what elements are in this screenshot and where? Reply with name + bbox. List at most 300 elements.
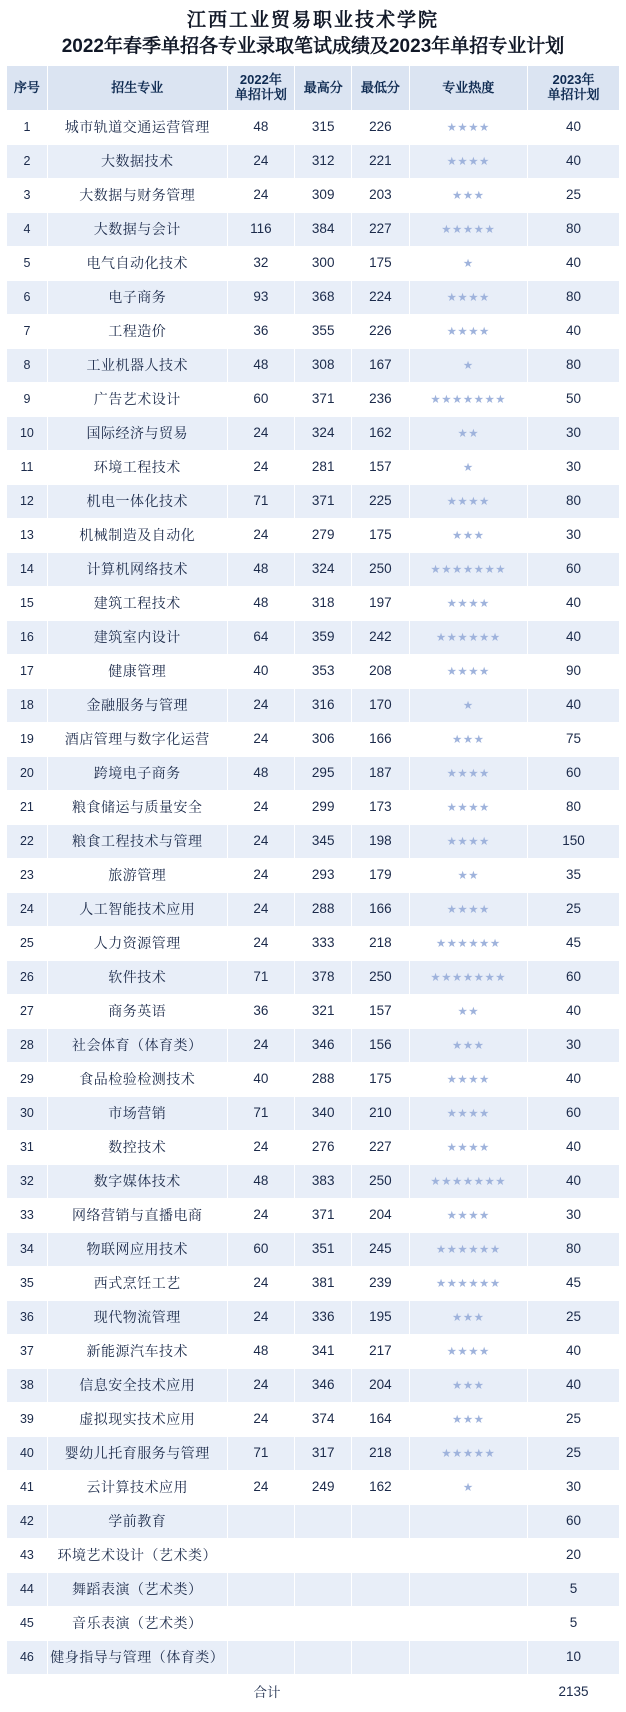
- star-rating-icon: ★★★★★★★: [430, 972, 507, 985]
- table-row: [7, 1233, 620, 1267]
- row-plan-2023: 20: [528, 1539, 620, 1573]
- row-plan-2023: 80: [528, 213, 620, 247]
- star-rating-icon: ★★★: [452, 190, 485, 203]
- row-max-score: [295, 1539, 352, 1573]
- row-heat: [409, 587, 528, 621]
- row-plan-2022: 71: [227, 1437, 294, 1471]
- star-rating-icon: ★★★★★★: [435, 1278, 501, 1291]
- table-row: [7, 247, 620, 281]
- row-heat: [409, 1369, 528, 1403]
- row-plan-2022: 71: [227, 485, 294, 519]
- row-major: 电气自动化技术: [47, 247, 227, 281]
- row-min-score: 195: [352, 1301, 409, 1335]
- row-index: 41: [7, 1471, 48, 1505]
- star-rating-icon: ★★★★★★: [435, 1244, 501, 1257]
- row-plan-2023: 25: [528, 1403, 620, 1437]
- row-min-score: [352, 1641, 409, 1675]
- row-plan-2023: 60: [528, 1505, 620, 1539]
- row-major: 跨境电子商务: [47, 757, 227, 791]
- row-min-score: 166: [352, 893, 409, 927]
- row-index: 23: [7, 859, 48, 893]
- row-max-score: 324: [295, 553, 352, 587]
- row-index: 7: [7, 315, 48, 349]
- row-index: 15: [7, 587, 48, 621]
- table-row: [7, 995, 620, 1029]
- total-label: 合计: [7, 1675, 528, 1708]
- table-row: [7, 1165, 620, 1199]
- table-row: [7, 1505, 620, 1539]
- row-index: 27: [7, 995, 48, 1029]
- row-heat: [409, 1097, 528, 1131]
- star-rating-icon: ★★★★: [446, 768, 490, 781]
- row-plan-2023: 30: [528, 519, 620, 553]
- row-max-score: 295: [295, 757, 352, 791]
- row-plan-2023: 10: [528, 1641, 620, 1675]
- star-rating-icon: ★★★★★★★: [430, 564, 507, 577]
- document-header: [6, 0, 620, 65]
- row-plan-2022: 116: [227, 213, 294, 247]
- row-plan-2023: 25: [528, 1437, 620, 1471]
- row-plan-2022: 24: [227, 519, 294, 553]
- row-max-score: 288: [295, 1063, 352, 1097]
- row-index: 40: [7, 1437, 48, 1471]
- row-plan-2022: 40: [227, 655, 294, 689]
- row-max-score: 300: [295, 247, 352, 281]
- star-rating-icon: ★★★★: [446, 836, 490, 849]
- row-heat: [409, 1641, 528, 1675]
- row-index: 18: [7, 689, 48, 723]
- row-plan-2023: 150: [528, 825, 620, 859]
- row-index: 11: [7, 451, 48, 485]
- row-max-score: 383: [295, 1165, 352, 1199]
- row-index: 17: [7, 655, 48, 689]
- star-rating-icon: ★★★: [452, 1380, 485, 1393]
- row-index: 36: [7, 1301, 48, 1335]
- row-major: 商务英语: [47, 995, 227, 1029]
- column-header-major: 招生专业: [47, 66, 227, 111]
- row-index: 44: [7, 1573, 48, 1607]
- row-plan-2023: 80: [528, 281, 620, 315]
- row-major: 城市轨道交通运营管理: [47, 111, 227, 145]
- row-max-score: 346: [295, 1369, 352, 1403]
- row-heat: [409, 553, 528, 587]
- row-max-score: 371: [295, 383, 352, 417]
- table-row: [7, 723, 620, 757]
- row-heat: [409, 1505, 528, 1539]
- row-min-score: 187: [352, 757, 409, 791]
- row-plan-2022: 48: [227, 111, 294, 145]
- table-footer: [7, 1675, 620, 1708]
- row-major: 云计算技术应用: [47, 1471, 227, 1505]
- star-rating-icon: ★★★: [452, 1312, 485, 1325]
- row-major: 大数据技术: [47, 145, 227, 179]
- row-index: 5: [7, 247, 48, 281]
- table-row: [7, 1573, 620, 1607]
- star-rating-icon: ★: [462, 700, 474, 713]
- row-plan-2022: 48: [227, 757, 294, 791]
- row-plan-2023: 30: [528, 451, 620, 485]
- row-plan-2023: 40: [528, 1063, 620, 1097]
- row-index: 19: [7, 723, 48, 757]
- row-major: 数字媒体技术: [47, 1165, 227, 1199]
- row-heat: [409, 451, 528, 485]
- row-heat: [409, 281, 528, 315]
- row-index: 32: [7, 1165, 48, 1199]
- column-header-plan-2022-line2: 单招计划: [234, 87, 287, 103]
- row-plan-2022: 24: [227, 1471, 294, 1505]
- row-heat: [409, 689, 528, 723]
- row-plan-2022: 48: [227, 349, 294, 383]
- row-min-score: 221: [352, 145, 409, 179]
- row-plan-2023: 5: [528, 1573, 620, 1607]
- column-header-index: 序号: [7, 66, 48, 111]
- row-min-score: 226: [352, 315, 409, 349]
- row-plan-2022: 48: [227, 1165, 294, 1199]
- star-rating-icon: ★★: [457, 1006, 480, 1019]
- row-max-score: [295, 1505, 352, 1539]
- row-index: 8: [7, 349, 48, 383]
- row-plan-2023: 40: [528, 587, 620, 621]
- star-rating-icon: ★★★★: [446, 1210, 490, 1223]
- row-min-score: 224: [352, 281, 409, 315]
- row-min-score: 173: [352, 791, 409, 825]
- row-max-score: 345: [295, 825, 352, 859]
- row-max-score: 276: [295, 1131, 352, 1165]
- star-rating-icon: ★★★: [452, 530, 485, 543]
- row-major: 市场营销: [47, 1097, 227, 1131]
- table-row: [7, 1301, 620, 1335]
- row-min-score: 227: [352, 1131, 409, 1165]
- row-major: 计算机网络技术: [47, 553, 227, 587]
- table-row: [7, 927, 620, 961]
- row-plan-2022: 24: [227, 791, 294, 825]
- row-major: 健身指导与管理（体育类）: [47, 1641, 227, 1675]
- table-row: [7, 1607, 620, 1641]
- row-major: 新能源汽车技术: [47, 1335, 227, 1369]
- row-plan-2023: 40: [528, 1369, 620, 1403]
- row-min-score: 156: [352, 1029, 409, 1063]
- row-plan-2022: 24: [227, 859, 294, 893]
- row-plan-2022: 93: [227, 281, 294, 315]
- star-rating-icon: ★: [462, 1482, 474, 1495]
- star-rating-icon: ★★★★: [446, 904, 490, 917]
- star-rating-icon: ★★: [457, 428, 480, 441]
- row-heat: [409, 1233, 528, 1267]
- table-row: [7, 587, 620, 621]
- row-index: 9: [7, 383, 48, 417]
- row-heat: [409, 1199, 528, 1233]
- row-plan-2023: 60: [528, 961, 620, 995]
- row-max-score: 309: [295, 179, 352, 213]
- row-major: 粮食工程技术与管理: [47, 825, 227, 859]
- row-min-score: [352, 1573, 409, 1607]
- row-heat: [409, 791, 528, 825]
- row-min-score: 204: [352, 1199, 409, 1233]
- row-plan-2022: 60: [227, 383, 294, 417]
- row-max-score: 308: [295, 349, 352, 383]
- row-plan-2022: 40: [227, 1063, 294, 1097]
- row-heat: [409, 417, 528, 451]
- row-plan-2023: 50: [528, 383, 620, 417]
- row-plan-2022: 24: [227, 1199, 294, 1233]
- table-row: [7, 791, 620, 825]
- table-row: [7, 417, 620, 451]
- row-major: 环境艺术设计（艺术类）: [47, 1539, 227, 1573]
- row-major: 网络营销与直播电商: [47, 1199, 227, 1233]
- row-major: 舞蹈表演（艺术类）: [47, 1573, 227, 1607]
- star-rating-icon: ★★★★★: [441, 224, 496, 237]
- star-rating-icon: ★★★★: [446, 1074, 490, 1087]
- row-index: 29: [7, 1063, 48, 1097]
- row-plan-2023: 40: [528, 111, 620, 145]
- row-heat: [409, 757, 528, 791]
- row-major: 数控技术: [47, 1131, 227, 1165]
- row-min-score: 236: [352, 383, 409, 417]
- row-heat: [409, 655, 528, 689]
- table-row: [7, 961, 620, 995]
- row-plan-2023: 60: [528, 757, 620, 791]
- row-min-score: [352, 1505, 409, 1539]
- row-index: 21: [7, 791, 48, 825]
- row-plan-2022: 24: [227, 179, 294, 213]
- row-major: 大数据与财务管理: [47, 179, 227, 213]
- row-plan-2023: 80: [528, 349, 620, 383]
- row-plan-2022: 36: [227, 995, 294, 1029]
- row-major: 健康管理: [47, 655, 227, 689]
- row-heat: [409, 995, 528, 1029]
- row-major: 国际经济与贸易: [47, 417, 227, 451]
- row-min-score: [352, 1607, 409, 1641]
- row-index: 10: [7, 417, 48, 451]
- row-min-score: 164: [352, 1403, 409, 1437]
- row-min-score: 225: [352, 485, 409, 519]
- row-index: 34: [7, 1233, 48, 1267]
- row-plan-2022: 71: [227, 961, 294, 995]
- row-heat: [409, 1165, 528, 1199]
- row-major: 机电一体化技术: [47, 485, 227, 519]
- table-row: [7, 655, 620, 689]
- row-index: 6: [7, 281, 48, 315]
- row-index: 26: [7, 961, 48, 995]
- table-row: [7, 859, 620, 893]
- row-major: 软件技术: [47, 961, 227, 995]
- row-major: 建筑室内设计: [47, 621, 227, 655]
- row-heat: [409, 1607, 528, 1641]
- row-heat: [409, 1267, 528, 1301]
- row-major: 人力资源管理: [47, 927, 227, 961]
- row-plan-2023: 25: [528, 179, 620, 213]
- row-major: 信息安全技术应用: [47, 1369, 227, 1403]
- row-index: 30: [7, 1097, 48, 1131]
- row-min-score: 157: [352, 451, 409, 485]
- row-plan-2023: 35: [528, 859, 620, 893]
- row-plan-2023: 25: [528, 893, 620, 927]
- row-max-score: 279: [295, 519, 352, 553]
- row-min-score: 198: [352, 825, 409, 859]
- row-plan-2022: 60: [227, 1233, 294, 1267]
- row-min-score: 175: [352, 1063, 409, 1097]
- row-plan-2023: 5: [528, 1607, 620, 1641]
- row-heat: [409, 1131, 528, 1165]
- star-rating-icon: ★★★★★★: [435, 938, 501, 951]
- row-plan-2022: [227, 1539, 294, 1573]
- row-major: 大数据与会计: [47, 213, 227, 247]
- row-major: 工业机器人技术: [47, 349, 227, 383]
- row-max-score: 249: [295, 1471, 352, 1505]
- row-heat: [409, 1539, 528, 1573]
- row-min-score: 250: [352, 961, 409, 995]
- row-major: 电子商务: [47, 281, 227, 315]
- row-index: 20: [7, 757, 48, 791]
- row-heat: [409, 961, 528, 995]
- row-index: 35: [7, 1267, 48, 1301]
- row-max-score: 316: [295, 689, 352, 723]
- row-major: 物联网应用技术: [47, 1233, 227, 1267]
- row-plan-2023: 80: [528, 791, 620, 825]
- table-row: [7, 1267, 620, 1301]
- row-plan-2022: [227, 1641, 294, 1675]
- row-plan-2023: 45: [528, 1267, 620, 1301]
- star-rating-icon: ★★★★: [446, 326, 490, 339]
- star-rating-icon: ★★★: [452, 734, 485, 747]
- row-heat: [409, 111, 528, 145]
- row-max-score: 351: [295, 1233, 352, 1267]
- row-major: 西式烹饪工艺: [47, 1267, 227, 1301]
- star-rating-icon: ★★★★: [446, 802, 490, 815]
- star-rating-icon: ★★★★: [446, 1142, 490, 1155]
- row-plan-2022: 24: [227, 145, 294, 179]
- row-min-score: 218: [352, 927, 409, 961]
- row-plan-2023: 25: [528, 1301, 620, 1335]
- row-plan-2023: 80: [528, 1233, 620, 1267]
- row-max-score: 299: [295, 791, 352, 825]
- row-max-score: 315: [295, 111, 352, 145]
- row-plan-2022: 64: [227, 621, 294, 655]
- row-max-score: 368: [295, 281, 352, 315]
- row-index: 42: [7, 1505, 48, 1539]
- row-plan-2022: [227, 1505, 294, 1539]
- row-plan-2022: 24: [227, 1131, 294, 1165]
- table-row: [7, 1131, 620, 1165]
- row-plan-2023: 60: [528, 1097, 620, 1131]
- row-min-score: 242: [352, 621, 409, 655]
- row-heat: [409, 859, 528, 893]
- row-major: 学前教育: [47, 1505, 227, 1539]
- table-header: [7, 66, 620, 111]
- row-max-score: 340: [295, 1097, 352, 1131]
- row-max-score: 306: [295, 723, 352, 757]
- table-row: [7, 689, 620, 723]
- star-rating-icon: ★★★★: [446, 666, 490, 679]
- row-heat: [409, 1573, 528, 1607]
- row-plan-2023: 30: [528, 417, 620, 451]
- table-row: [7, 1369, 620, 1403]
- row-major: 广告艺术设计: [47, 383, 227, 417]
- row-major: 社会体育（体育类）: [47, 1029, 227, 1063]
- star-rating-icon: ★: [462, 360, 474, 373]
- row-max-score: 378: [295, 961, 352, 995]
- row-max-score: 381: [295, 1267, 352, 1301]
- row-max-score: 321: [295, 995, 352, 1029]
- row-min-score: 227: [352, 213, 409, 247]
- row-heat: [409, 145, 528, 179]
- row-major: 人工智能技术应用: [47, 893, 227, 927]
- table-row: [7, 1437, 620, 1471]
- page-title: 2022年春季单招各专业录取笔试成绩及2023年单招专业计划: [61, 35, 565, 57]
- star-rating-icon: ★★★★: [446, 156, 490, 169]
- table-row: [7, 893, 620, 927]
- row-index: 12: [7, 485, 48, 519]
- row-plan-2022: 24: [227, 689, 294, 723]
- table-row: [7, 1641, 620, 1675]
- row-plan-2023: 75: [528, 723, 620, 757]
- row-heat: [409, 723, 528, 757]
- row-min-score: 175: [352, 519, 409, 553]
- row-plan-2023: 30: [528, 1471, 620, 1505]
- row-index: 13: [7, 519, 48, 553]
- table-header-row: [7, 66, 620, 111]
- column-header-max-score: 最高分: [295, 66, 352, 111]
- row-max-score: 336: [295, 1301, 352, 1335]
- column-header-plan-2022: [227, 66, 294, 111]
- row-heat: [409, 213, 528, 247]
- row-plan-2022: 24: [227, 451, 294, 485]
- row-heat: [409, 349, 528, 383]
- column-header-plan-2022-line1: 2022年: [239, 72, 282, 88]
- star-rating-icon: ★★★: [452, 1040, 485, 1053]
- row-min-score: 250: [352, 553, 409, 587]
- row-major: 环境工程技术: [47, 451, 227, 485]
- row-max-score: [295, 1641, 352, 1675]
- row-plan-2023: 40: [528, 315, 620, 349]
- row-min-score: 166: [352, 723, 409, 757]
- row-plan-2022: 24: [227, 1301, 294, 1335]
- row-major: 工程造价: [47, 315, 227, 349]
- row-plan-2022: 48: [227, 587, 294, 621]
- table-row: [7, 1029, 620, 1063]
- table-row: [7, 383, 620, 417]
- table-row: [7, 1539, 620, 1573]
- table-row: [7, 757, 620, 791]
- row-plan-2023: 30: [528, 1199, 620, 1233]
- row-heat: [409, 519, 528, 553]
- row-min-score: 204: [352, 1369, 409, 1403]
- column-header-min-score: 最低分: [352, 66, 409, 111]
- row-heat: [409, 621, 528, 655]
- school-name: 江西工业贸易职业技术学院: [186, 10, 439, 31]
- row-plan-2023: 90: [528, 655, 620, 689]
- row-plan-2023: 40: [528, 1165, 620, 1199]
- row-max-score: 281: [295, 451, 352, 485]
- row-min-score: 157: [352, 995, 409, 1029]
- row-plan-2022: 48: [227, 1335, 294, 1369]
- table-row: [7, 1063, 620, 1097]
- row-heat: [409, 247, 528, 281]
- column-header-heat: 专业热度: [409, 66, 528, 111]
- table-row: [7, 315, 620, 349]
- row-min-score: 217: [352, 1335, 409, 1369]
- row-major: 粮食储运与质量安全: [47, 791, 227, 825]
- row-heat: [409, 315, 528, 349]
- row-plan-2022: 24: [227, 1403, 294, 1437]
- row-index: 39: [7, 1403, 48, 1437]
- row-major: 虚拟现实技术应用: [47, 1403, 227, 1437]
- row-max-score: [295, 1607, 352, 1641]
- column-header-plan-2023: [528, 66, 620, 111]
- row-max-score: 312: [295, 145, 352, 179]
- row-min-score: [352, 1539, 409, 1573]
- row-index: 31: [7, 1131, 48, 1165]
